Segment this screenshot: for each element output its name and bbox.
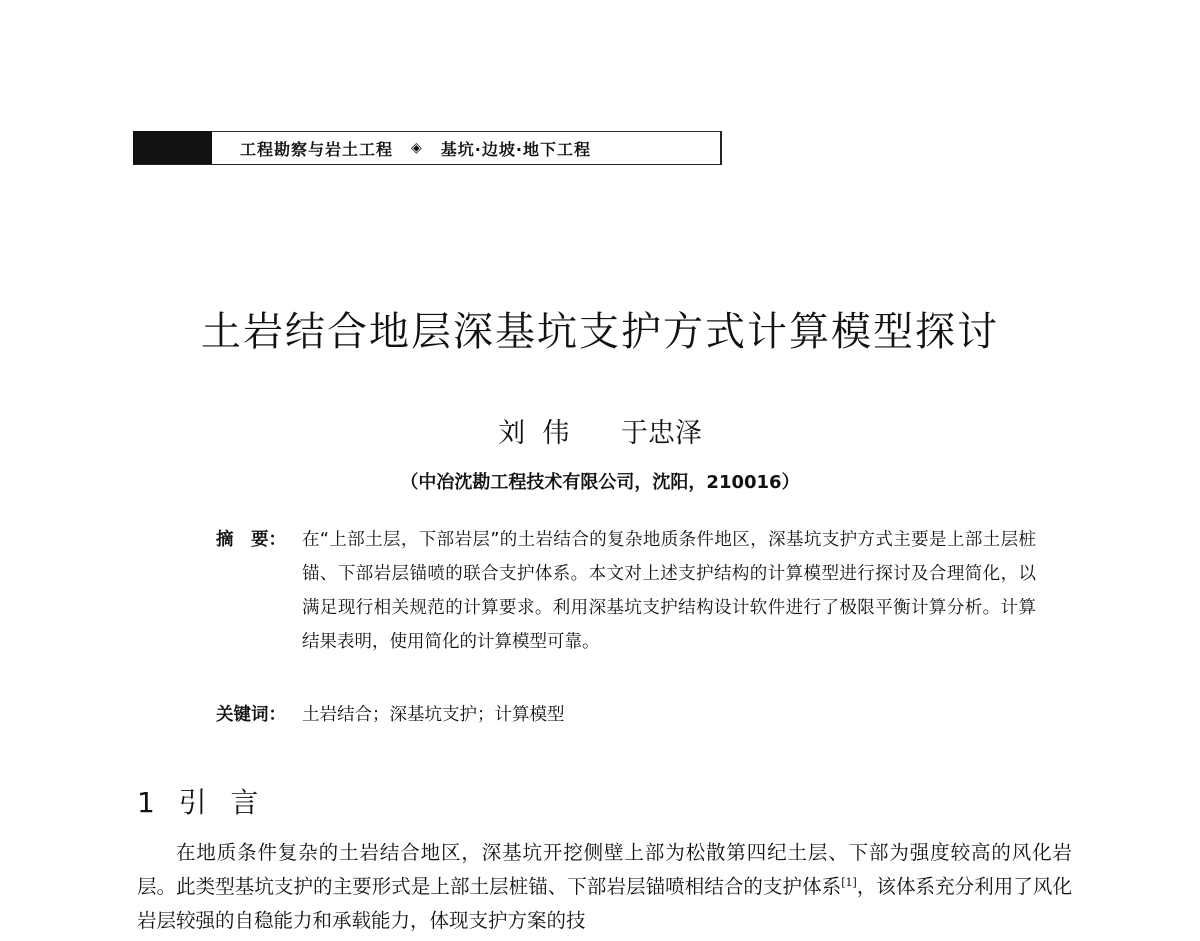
- keywords-text: 土岩结合；深基坑支护；计算模型: [302, 705, 565, 725]
- header-label: [212, 131, 722, 164]
- abstract-text: 在“上部土层，下部岩层”的土岩结合的复杂地质条件地区，深基坑支护方式主要是上部土层桩锚、下部岩层锚喷的联合支护体系。本文对上述支护结构的计算模型进行探讨及合理简化，以满足现行相关规范的计算要求。利用深基坑支护结构设计软件进行了极限平衡计算分析。计算结果表明，使用简化的计算模型可靠。: [302, 530, 1036, 652]
- body-text-part1: 在地质条件复杂的土岩结合地区，深基坑开挖侧壁上部为松散第四纪土层、下部为强度较高的风化岩层。此类型基坑支护的主要形式是上部土层桩锚、下部岩层锚喷相结合的支护体系: [137, 841, 1072, 898]
- abstract-label: 摘 要：: [216, 530, 286, 550]
- paper-affiliation: （中冶沈勘工程技术有限公司，沈阳，210016）: [400, 472, 800, 493]
- section-heading: 1 引 言: [137, 786, 261, 819]
- header-black-block: [133, 131, 212, 164]
- journal-section-name: 工程勘察与岩土工程: [240, 139, 394, 159]
- paper-title: 土岩结合地层深基坑支护方式计算模型探讨: [201, 309, 999, 355]
- paper-authors: 刘 伟 于忠泽: [498, 418, 702, 449]
- citation-ref[interactable]: [1]: [841, 876, 857, 889]
- diamond-separator-icon: ◈: [411, 140, 423, 156]
- body-paragraph: [137, 836, 1072, 938]
- body-text-part2: ，该体系充分利用了风化岩层较强的自稳能力和承载能力，体现支护方案的技: [137, 875, 1072, 932]
- keywords-block: [216, 698, 1036, 732]
- abstract-block: [216, 523, 1036, 659]
- keywords-label: 关键词：: [216, 705, 286, 725]
- journal-topic: 基坑·边坡·地下工程: [440, 139, 591, 159]
- journal-header-bar: [133, 131, 722, 165]
